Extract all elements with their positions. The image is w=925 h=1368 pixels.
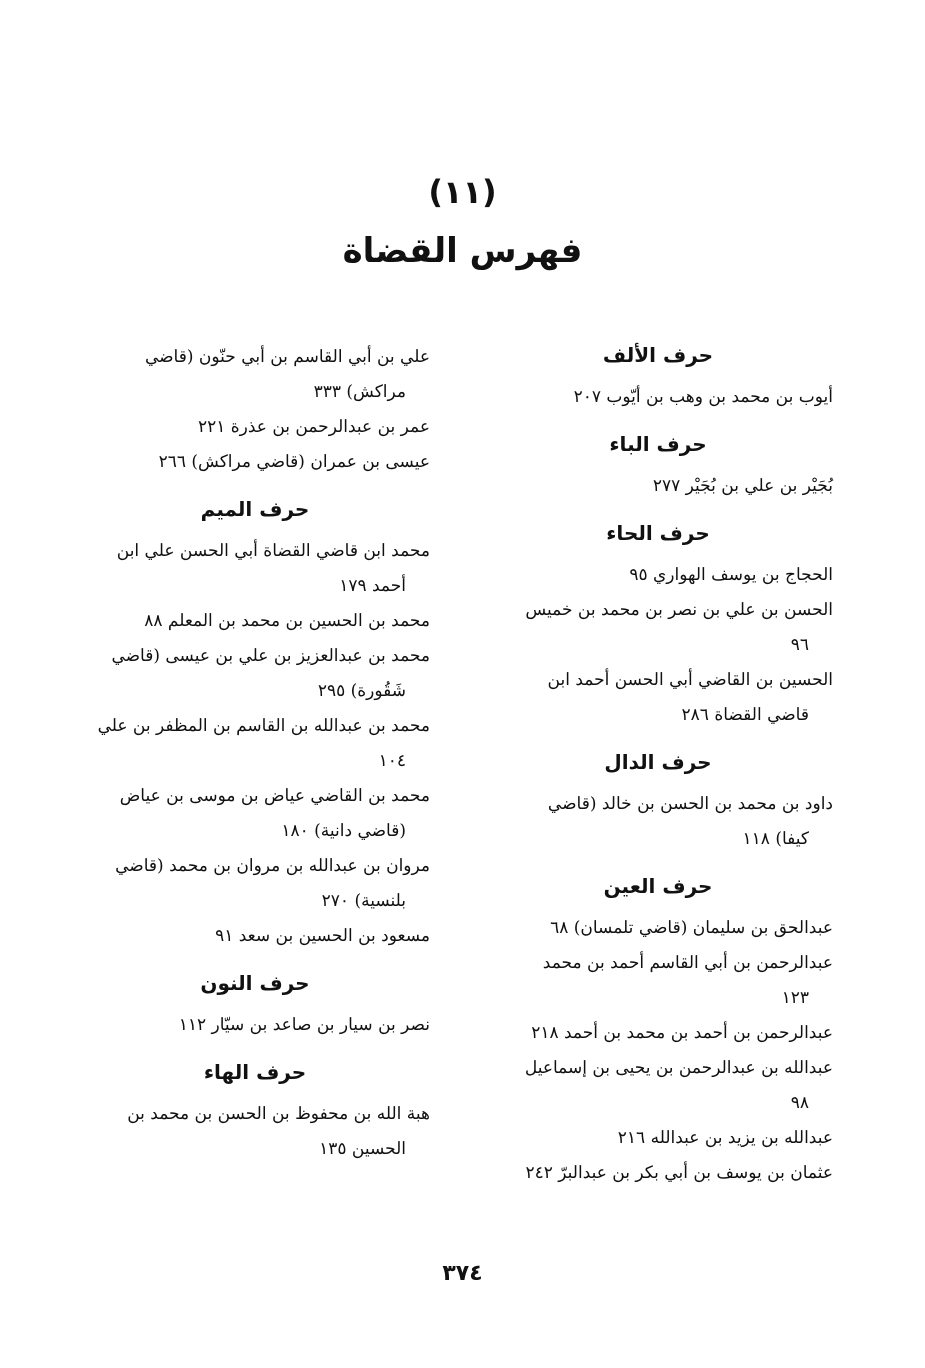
section-heading: حرف الدال (604, 750, 712, 774)
index-entry (483, 469, 833, 504)
entry-continuation: مراكش) ٣٣٣ (313, 382, 406, 402)
index-entry (80, 340, 430, 410)
entry-continuation: ٩٦ (790, 635, 809, 655)
entry-text: عثمان بن يوسف بن أبي بكر بن عبدالبرّ ٢٤٢ (525, 1163, 833, 1183)
entry-text: هبة الله بن محفوظ بن الحسن بن محمد بن (127, 1104, 430, 1124)
index-entry (483, 1121, 833, 1156)
entry-text: الحسن بن علي بن نصر بن محمد بن خميس (525, 600, 833, 620)
entry-text: علي بن أبي القاسم بن أبي حنّون (قاضي (144, 347, 430, 367)
index-entry (80, 709, 430, 779)
entry-text: محمد بن عبدالله بن القاسم بن المظفر بن علي (97, 716, 430, 736)
section-heading: حرف الهاء (203, 1060, 307, 1084)
index-entry (80, 410, 430, 445)
section-heading: حرف الألف (602, 343, 714, 367)
entry-text: نصر بن سيار بن صاعد بن سيّار ١١٢ (178, 1015, 430, 1035)
entry-text: عيسى بن عمران (قاضي مراكش) ٢٦٦ (158, 452, 430, 472)
entry-text: أيوب بن محمد بن وهب بن أيّوب ٢٠٧ (573, 387, 833, 407)
entry-continuation: كيفا) ١١٨ (742, 829, 809, 849)
index-entry (80, 534, 430, 604)
section-heading: حرف النون (200, 971, 310, 995)
left-column (80, 340, 430, 1167)
entry-text: داود بن محمد بن الحسن بن خالد (قاضي (547, 794, 833, 814)
entry-text: الحسين بن القاضي أبي الحسن أحمد ابن (547, 670, 833, 690)
index-entry (80, 1097, 430, 1167)
entry-continuation: ١٠٤ (378, 751, 406, 771)
index-entry (483, 787, 833, 857)
section-heading: حرف الميم (200, 497, 310, 521)
entry-text: مروان بن عبدالله بن مروان بن محمد (قاضي (115, 856, 430, 876)
page-title: فهرس القضاة (342, 231, 583, 271)
entry-text: بُجَيْر بن علي بن بُجَيْر ٢٧٧ (652, 476, 833, 496)
index-entry (483, 380, 833, 415)
section-heading: حرف العين (603, 874, 713, 898)
index-entry (80, 604, 430, 639)
entry-text: الحجاج بن يوسف الهواري ٩٥ (629, 565, 833, 585)
index-entry (80, 919, 430, 954)
index-entry (80, 1008, 430, 1043)
entry-continuation: قاضي القضاة ٢٨٦ (681, 705, 809, 725)
index-entry (483, 946, 833, 1016)
index-entry (483, 1051, 833, 1121)
entry-continuation: ١٢٣ (781, 988, 809, 1008)
entry-continuation: شَقُورة) ٢٩٥ (317, 681, 406, 701)
index-entry (483, 911, 833, 946)
entry-continuation: ٩٨ (790, 1093, 809, 1113)
page-number: ٣٧٤ (442, 1261, 483, 1286)
entry-text: عبدالله بن عبدالرحمن بن يحيى بن إسماعيل (524, 1058, 833, 1078)
index-number: (١١) (428, 173, 497, 211)
entry-text: محمد ابن قاضي القضاة أبي الحسن علي ابن (116, 541, 430, 561)
section-heading: حرف الباء (609, 432, 707, 456)
index-entry (483, 1016, 833, 1051)
section-heading: حرف الحاء (606, 521, 710, 545)
entry-text: عبدالرحمن بن أحمد بن محمد بن أحمد ٢١٨ (531, 1023, 833, 1043)
index-entry (80, 639, 430, 709)
entry-text: عبدالحق بن سليمان (قاضي تلمسان) ٦٨ (550, 918, 833, 938)
entry-text: محمد بن الحسين بن محمد بن المعلم ٨٨ (144, 611, 430, 631)
entry-continuation: أحمد ١٧٩ (339, 576, 406, 596)
index-entry (80, 779, 430, 849)
entry-text: عمر بن عبدالرحمن بن عذرة ٢٢١ (197, 417, 430, 437)
index-entry (483, 1156, 833, 1191)
entry-text: مسعود بن الحسين بن سعد ٩١ (215, 926, 430, 946)
entry-text: محمد بن القاضي عياض بن موسى بن عياض (119, 786, 430, 806)
entry-continuation: الحسين ١٣٥ (319, 1139, 406, 1159)
index-entry (483, 593, 833, 663)
index-entry (80, 445, 430, 480)
entry-text: عبدالرحمن بن أبي القاسم أحمد بن محمد (542, 953, 833, 973)
entry-text: عبدالله بن يزيد بن عبدالله ٢١٦ (617, 1128, 833, 1148)
entry-text: محمد بن عبدالعزيز بن علي بن عيسى (قاضي (111, 646, 430, 666)
index-entry (483, 558, 833, 593)
entry-continuation: (قاضي دانية) ١٨٠ (281, 821, 406, 841)
right-column (483, 340, 833, 1191)
index-entry (483, 663, 833, 733)
index-entry (80, 849, 430, 919)
entry-continuation: بلنسية) ٢٧٠ (321, 891, 406, 911)
